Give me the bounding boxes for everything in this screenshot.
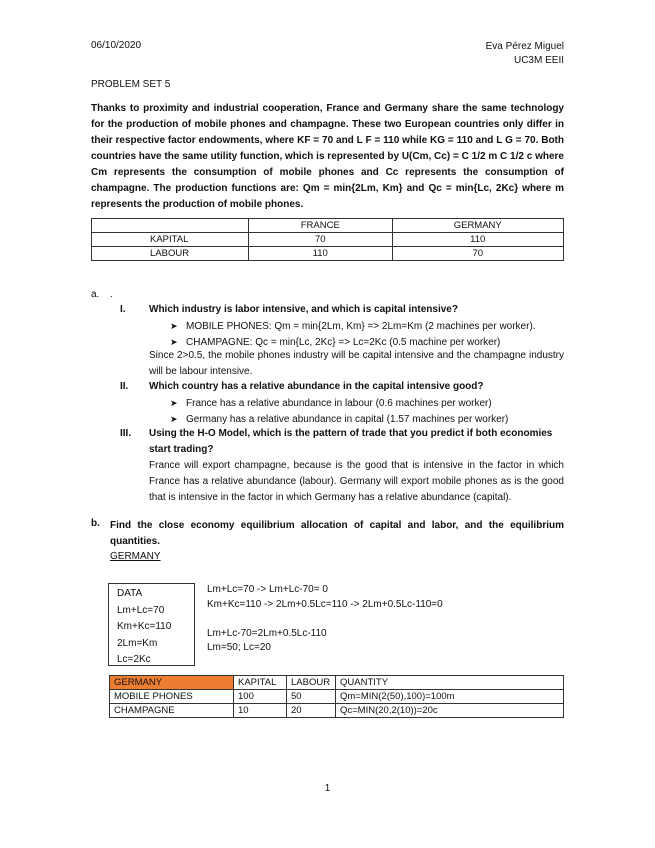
table-row [92, 233, 564, 247]
question-number: III. [120, 428, 132, 439]
data-line: 2Lm=Km [117, 637, 158, 649]
page-number: 1 [324, 783, 331, 794]
equation-block [207, 583, 443, 656]
table-header-cell: GERMANY [110, 676, 234, 690]
table-header-cell: KAPITAL [234, 676, 287, 690]
table-header-row [110, 676, 564, 690]
table-row [110, 690, 564, 704]
table-header-cell: QUANTITY [336, 676, 564, 690]
question-text: Which industry is labor intensive, and which is capital intensive? [149, 304, 458, 315]
answer-text: Since 2>0.5, the mobile phones industry will be capital intensive and the champagne industry will be labour intensive. [149, 350, 564, 377]
question-text: Using the H-O Model, which is the pattern of trade that you predict if both economies start trading? [149, 428, 553, 455]
table-header-cell: LABOUR [287, 676, 336, 690]
problem-set-title: PROBLEM SET 5 [91, 79, 171, 90]
equation-line: Lm+Lc-70=2Lm+0.5Lc-110 [207, 627, 327, 639]
table-cell: 70 [392, 247, 564, 261]
data-line: DATA [117, 588, 143, 599]
part-b-marker: b. [91, 518, 100, 529]
table-cell: 110 [249, 247, 393, 261]
table-cell: CHAMPAGNE [110, 704, 234, 718]
table-header-cell: GERMANY [392, 219, 564, 233]
bullet-text: France has a relative abundance in labour (0.6 machines per worker) [186, 398, 492, 409]
results-table [109, 675, 564, 718]
arrow-bullet-icon: ➤ [170, 337, 178, 347]
arrow-bullet-icon: ➤ [170, 321, 178, 331]
table-row-label: KAPITAL [92, 233, 249, 247]
table-header-row [92, 219, 564, 233]
country-subtitle: GERMANY [110, 551, 161, 562]
part-a-dot: . [110, 289, 113, 300]
question-text: Find the close economy equilibrium allocation of capital and labor, and the equilibrium quantities. [110, 520, 564, 547]
arrow-bullet-icon: ➤ [170, 398, 178, 408]
equation-line: Lm=50; Lc=20 [207, 642, 271, 653]
table-cell: 70 [249, 233, 393, 247]
bullet-text: Germany has a relative abundance in capital (1.57 machines per worker) [186, 414, 509, 425]
equation-line: Km+Kc=110 -> 2Lm+0.5Lc=110 -> 2Lm+0.5Lc-110=0 [207, 598, 443, 610]
author-block [486, 40, 564, 68]
table-row [110, 704, 564, 718]
bullet-item [170, 395, 492, 412]
arrow-bullet-icon: ➤ [170, 414, 178, 424]
problem-statement: Thanks to proximity and industrial cooperation, France and Germany share the same technology for the production of mobile phones and champagne. These two European countries only differ in their respective factor endowments, where KF = 70 and L F = 110 while KG = 110 and L G = 70. Both countries have the same utility function, which is represented by U(Cm, Cc) = C 1/2 m C 1/2 c where Cm represents the consumption of mobile phones and Cc represents the consumption of champagne. The production functions are: Qm = min{2Lm, Km} and Qc = min{Lc, 2Kc} where m represents the production of mobile phones. [91, 103, 564, 210]
table-cell: 50 [287, 690, 336, 704]
data-box [108, 583, 195, 666]
table-cell: Qc=MIN(20,2(10))=20c [336, 704, 564, 718]
question-number: I. [120, 304, 126, 315]
endowments-table [91, 218, 564, 261]
author-name: Eva Pérez Miguel [485, 41, 564, 52]
part-a-marker: a. [91, 289, 100, 300]
answer-text: France will export champagne, because is the good that is intensive in the factor in which France has a relative abundance (labour). Germany will export mobile phones as is the good that is intensive in the factor in which Germany has a relative abundance (capital). [149, 460, 564, 503]
equation-line [207, 612, 443, 627]
equation-line: Lm+Lc=70 -> Lm+Lc-70= 0 [207, 584, 328, 595]
bullet-text: CHAMPAGNE: Qc = min{Lc, 2Kc} => Lc=2Kc (0.5 machine per worker) [186, 337, 501, 348]
table-header-cell: FRANCE [249, 219, 393, 233]
table-row-label: LABOUR [92, 247, 249, 261]
table-cell: 10 [234, 704, 287, 718]
question-number: II. [120, 381, 129, 392]
data-line: Lc=2Kc [117, 654, 151, 665]
bullet-text: MOBILE PHONES: Qm = min{2Lm, Km} => 2Lm=Km (2 machines per worker). [186, 321, 536, 332]
data-line: Lm+Lc=70 [117, 604, 165, 616]
table-cell: 110 [392, 233, 564, 247]
bullet-item [170, 318, 536, 335]
table-header-cell [92, 219, 249, 233]
institution: UC3M EEII [513, 55, 564, 66]
table-row [92, 247, 564, 261]
document-date: 06/10/2020 [91, 40, 142, 51]
question-text: Which country has a relative abundance in the capital intensive good? [149, 381, 484, 392]
table-cell: Qm=MIN(2(50),100)=100m [336, 690, 564, 704]
table-cell: MOBILE PHONES [110, 690, 234, 704]
table-cell: 20 [287, 704, 336, 718]
table-cell: 100 [234, 690, 287, 704]
data-line: Km+Kc=110 [117, 621, 172, 632]
